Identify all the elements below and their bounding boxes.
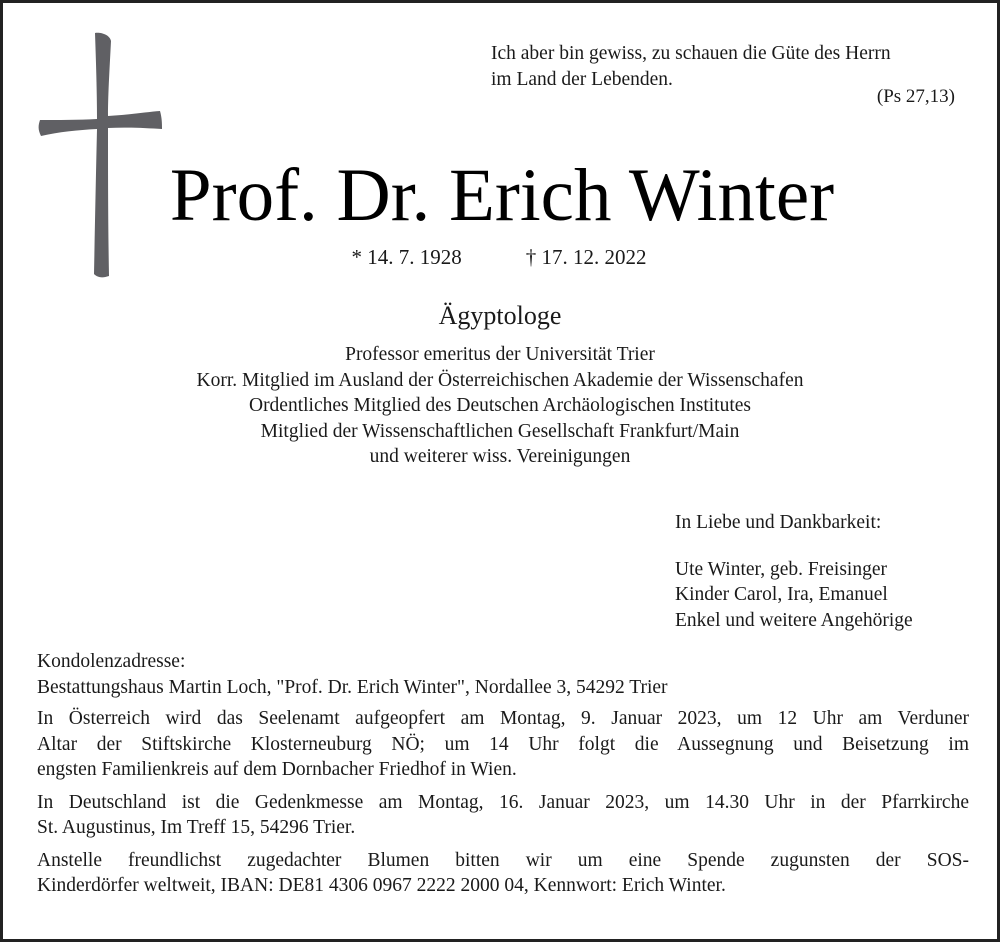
profession: Ägyptologe xyxy=(438,301,562,330)
title-line: und weiterer wiss. Vereinigungen xyxy=(369,446,631,467)
title-line: Ordentliches Mitglied des Deutschen Archäologischen Institutes xyxy=(248,395,751,416)
service-line: In Deutschland ist die Gedenkmesse am Montag, 16. Januar 2023, um 14.30 Uhr in der Pfarrkirche xyxy=(37,791,969,813)
donation-line: Anstelle freundlichst zugedachter Blumen bitten wir um eine Spende zugunsten der SOS- xyxy=(37,849,969,871)
donation-note xyxy=(37,848,969,899)
title-line: Mitglied der Wissenschaftlichen Gesellschaft Frankfurt/Main xyxy=(260,420,740,442)
birth-date: * 14. 7. 1928 xyxy=(351,245,462,269)
family-member: Enkel und weitere Angehörige xyxy=(675,609,913,631)
service-austria xyxy=(37,706,969,783)
deceased-name: Prof. Dr. Erich Winter xyxy=(169,154,835,237)
title-line: Professor emeritus der Universität Trier xyxy=(345,344,655,365)
service-germany xyxy=(37,790,969,841)
academic-titles xyxy=(3,342,997,470)
family-member: Ute Winter, geb. Freisinger xyxy=(675,558,887,580)
family-signature xyxy=(675,510,913,633)
service-line: St. Augustinus, Im Treff 15, 54296 Trier. xyxy=(37,817,356,838)
family-heading: In Liebe und Dankbarkeit: xyxy=(675,512,882,533)
title-line: Korr. Mitglied im Ausland der Österreichischen Akademie der Wissenschafen xyxy=(196,369,804,391)
life-dates xyxy=(3,243,997,271)
condolence-address xyxy=(37,649,969,700)
family-member: Kinder Carol, Ira, Emanuel xyxy=(675,584,888,605)
death-date: † 17. 12. 2022 xyxy=(525,245,647,269)
verse-line: Ich aber bin gewiss, zu schauen die Güte des Herrn xyxy=(491,43,891,64)
donation-line: Kinderdörfer weltweit, IBAN: DE81 4306 0967 2222 2000 04, Kennwort: Erich Winter. xyxy=(37,875,726,896)
condolence-address-text: Bestattungshaus Martin Loch, "Prof. Dr. Erich Winter", Nordallee 3, 54292 Trier xyxy=(37,676,668,698)
verse-line: im Land der Lebenden. xyxy=(491,69,673,90)
service-line: In Österreich wird das Seelenamt aufgeopfert am Montag, 9. Januar 2023, um 12 Uhr am Verduner xyxy=(37,708,969,729)
service-line: Altar der Stiftskirche Klosterneuburg NÖ; um 14 Uhr folgt die Aussegnung und Beisetzung im xyxy=(37,733,969,755)
practical-info xyxy=(37,649,969,906)
verse-reference: (Ps 27,13) xyxy=(876,86,955,107)
condolence-label: Kondolenzadresse: xyxy=(37,651,186,672)
service-line: engsten Familienkreis auf dem Dornbacher Friedhof in Wien. xyxy=(37,759,517,780)
